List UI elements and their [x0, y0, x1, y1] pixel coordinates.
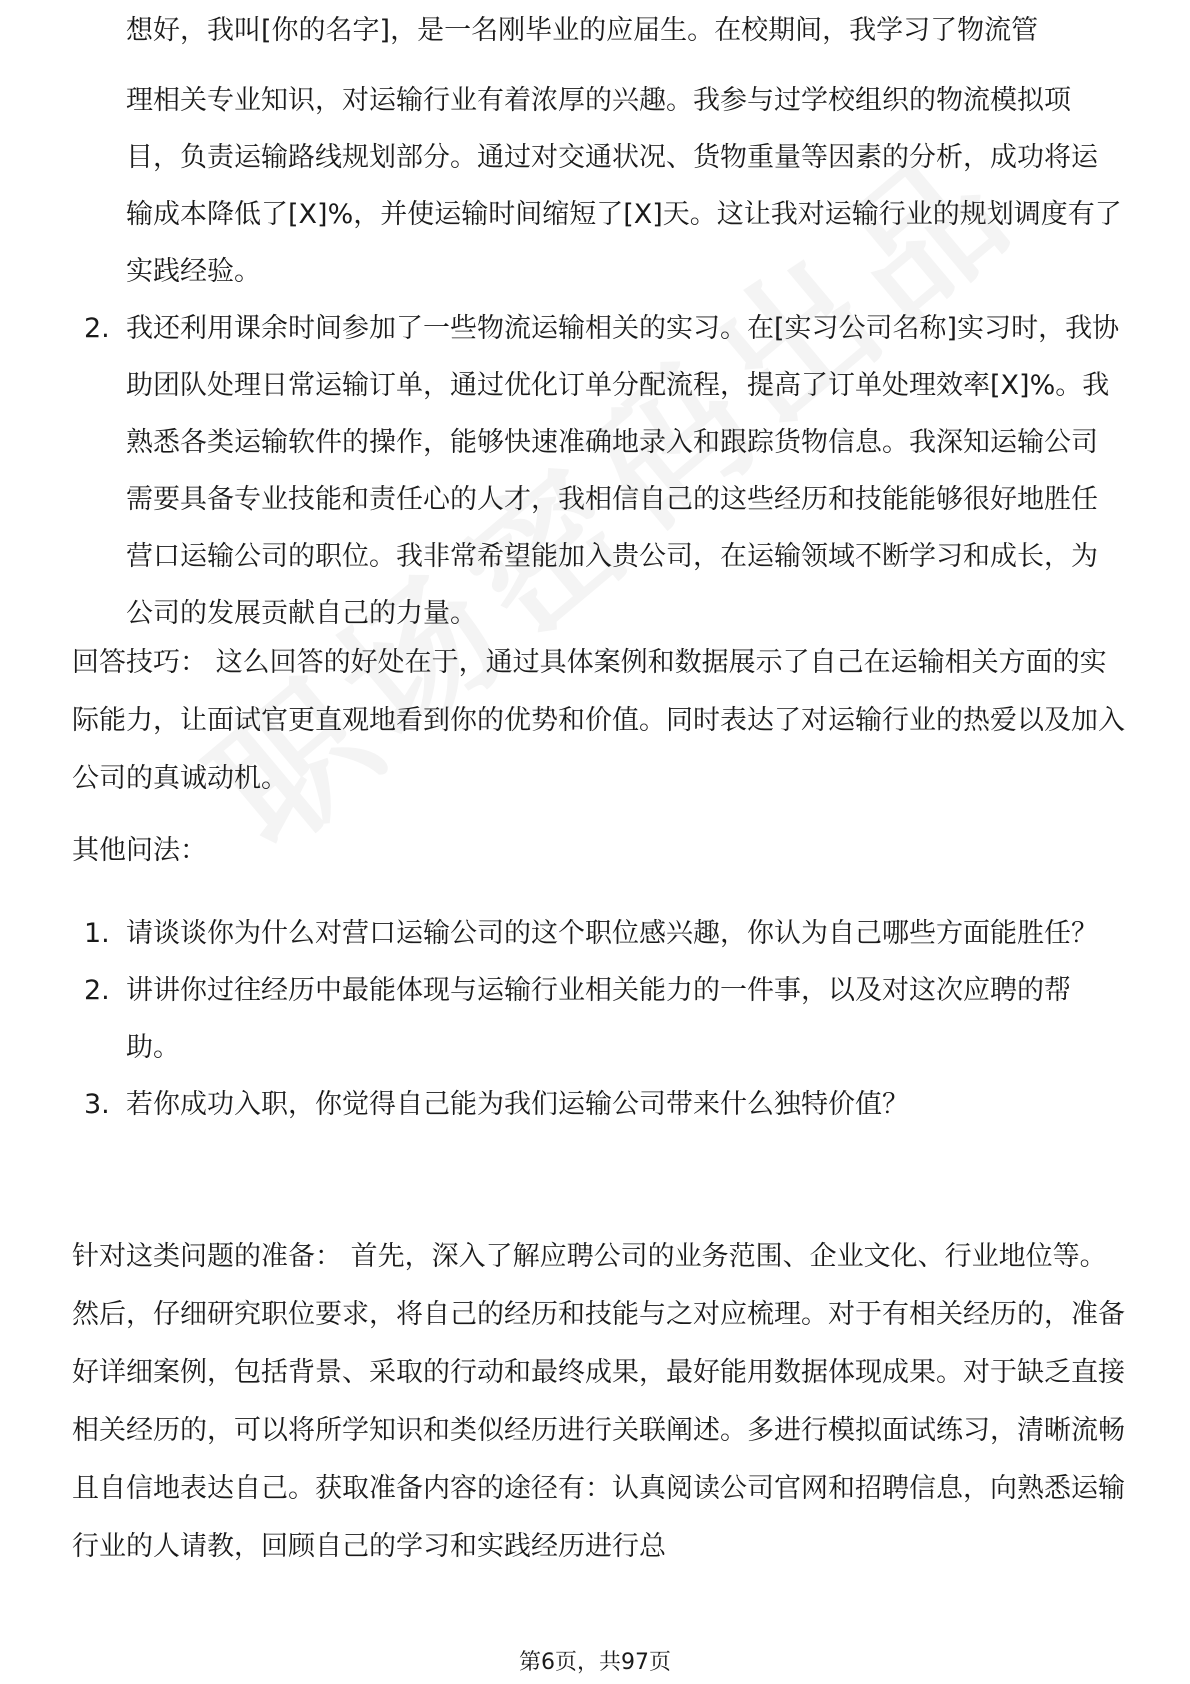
preparation-paragraph: 针对这类问题的准备： 首先，深入了解应聘公司的业务范围、企业文化、行业地位等。然后，仔细研究职位要求，将自己的经历和技能与之对应梳理。对于有相关经历的，准备好详细案例，包括背景、采取的行动和最终成果，最好能用数据体现成果。对于缺乏直接相关经历的，可以将所学知识和类似经历进行关联阐述。多进行模拟面试练习，清晰流畅且自信地表达自己。获取准备内容的途径有：认真阅读公司官网和招聘信息，向熟悉运输行业的人请教，回顾自己的学习和实践经历进行总 — [72, 1241, 1125, 1562]
list-item-text: 请谈谈你为什么对营口运输公司的这个职位感兴趣，你认为自己哪些方面能胜任？ — [126, 918, 1098, 949]
list-number: 1. — [84, 918, 110, 949]
answer-list — [84, 72, 1124, 642]
list-item — [84, 72, 1124, 300]
cut-off-line — [84, 15, 1124, 66]
list-item — [84, 905, 1124, 962]
other-questions-title: 其他问法： — [72, 835, 207, 866]
list-number: 3. — [84, 1089, 110, 1120]
list-item — [84, 300, 1124, 642]
list-item-text: 理相关专业知识，对运输行业有着浓厚的兴趣。我参与过学校组织的物流模拟项目，负责运输路线规划部分。通过对交通状况、货物重量等因素的分析，成功将运输成本降低了[X]%，并使运输时间缩短了[X]天。这让我对运输行业的规划调度有了实践经验。 — [126, 85, 1122, 287]
list-number: 2. — [84, 313, 110, 344]
list-item-text: 讲讲你过往经历中最能体现与运输行业相关能力的一件事，以及对这次应聘的帮助。 — [126, 975, 1071, 1063]
list-item-text: 若你成功入职，你觉得自己能为我们运输公司带来什么独特价值？ — [126, 1089, 909, 1120]
page-footer: 第6页，共97页 — [519, 1650, 671, 1675]
list-item — [84, 962, 1124, 1076]
cut-off-line-text: 想好，我叫[你的名字]，是一名刚毕业的应届生。在校期间，我学习了物流管 — [126, 15, 1039, 46]
list-number — [84, 72, 126, 300]
list-number: 2. — [84, 975, 110, 1006]
list-item — [84, 1076, 1124, 1133]
answer-tips: 回答技巧： 这么回答的好处在于，通过具体案例和数据展示了自己在运输相关方面的实际能力，让面试官更直观地看到你的优势和价值。同时表达了对运输行业的热爱以及加入公司的真诚动机。 — [72, 647, 1125, 794]
other-questions-list — [84, 905, 1124, 1133]
list-item-text: 我还利用课余时间参加了一些物流运输相关的实习。在[实习公司名称]实习时，我协助团队处理日常运输订单，通过优化订单分配流程，提高了订单处理效率[X]%。我熟悉各类运输软件的操作，能够快速准确地录入和跟踪货物信息。我深知运输公司需要具备专业技能和责任心的人才，我相信自己的这些经历和技能能够很好地胜任营口运输公司的职位。我非常希望能加入贵公司，在运输领域不断学习和成长，为公司的发展贡献自己的力量。 — [126, 313, 1120, 629]
